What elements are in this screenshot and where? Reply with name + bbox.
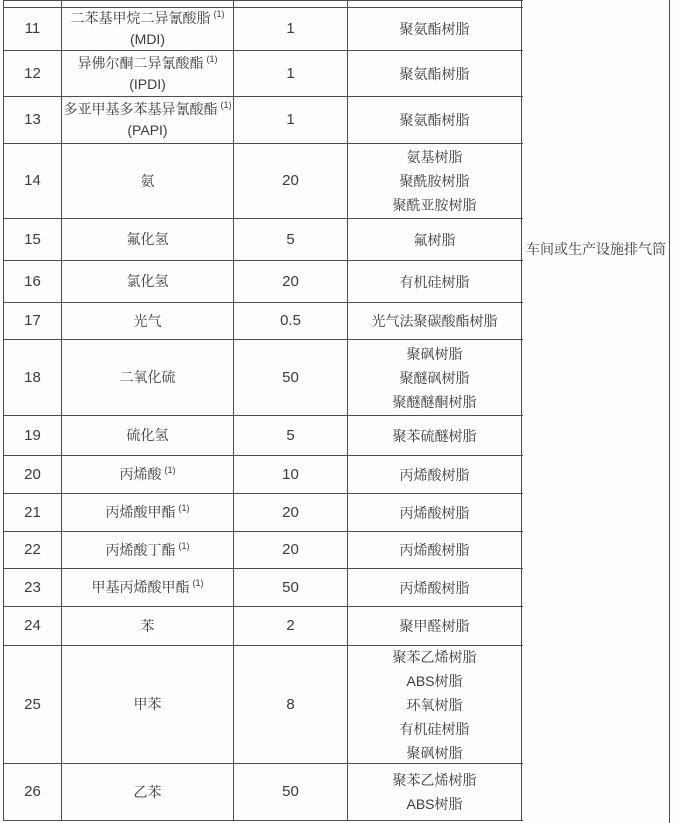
pollutant-name-text: 氟化氢 [126, 231, 169, 247]
table-row [4, 764, 523, 821]
pollutant-name-text: 氨 [140, 172, 155, 189]
row-number: 18 [4, 340, 62, 415]
pollutant-abbreviation: (MDI) [130, 31, 165, 47]
footnote-marker: (1) [206, 53, 218, 64]
pollutant-name [62, 456, 234, 493]
row-number [4, 1, 62, 7]
outlet-type-label: 车间或生产设施排气筒 [526, 241, 666, 257]
applicable-resins [348, 51, 522, 96]
pollutant-name-text: 甲基丙烯酸甲酯 [91, 579, 190, 595]
row-number: 14 [4, 144, 62, 218]
table-row [4, 416, 523, 456]
row-number: 17 [4, 303, 62, 339]
pollutant-name [62, 764, 234, 820]
pollutant-name-line [134, 782, 162, 803]
resin-item: 有机硅树脂 [399, 273, 470, 290]
pollutant-name-line [134, 311, 162, 332]
applicable-resins [348, 607, 522, 645]
row-number: 22 [4, 532, 62, 568]
pollutant-name-text: 苯 [140, 617, 155, 634]
pollutant-name [62, 416, 234, 455]
table-row [4, 97, 523, 144]
pollutant-name-text: 异佛尔酮二异氰酸酯 [77, 54, 204, 71]
limit-value: 1 [234, 97, 348, 143]
resin-item: 丙烯酸树脂 [399, 504, 470, 521]
pollutant-name-text: 光气 [133, 312, 162, 329]
pollutant-name-text: 丙烯酸 [119, 466, 162, 482]
pollutant-name-line [64, 99, 232, 120]
row-number: 19 [4, 416, 62, 455]
limit-value: 50 [234, 569, 348, 606]
pollutant-name [62, 1, 234, 7]
footnote-marker: (1) [192, 578, 204, 589]
limit-value: 5 [234, 219, 348, 260]
applicable-resins [348, 646, 522, 763]
pollutant-name-line [78, 53, 218, 74]
row-number: 25 [4, 646, 62, 763]
applicable-resins [348, 764, 522, 820]
table-row [4, 646, 523, 764]
emission-limits-table [3, 0, 670, 823]
resin-item: 丙烯酸树脂 [399, 542, 470, 558]
pollutant-name [62, 646, 234, 763]
pollutant-name-text: 二苯基甲烷二异氰酸脂 [70, 10, 211, 26]
applicable-resins [348, 97, 522, 143]
row-number: 24 [4, 607, 62, 645]
table-row [4, 8, 523, 51]
table-row [4, 569, 523, 607]
resin-item: 丙烯酸树脂 [399, 466, 470, 483]
outlet-type-cell [523, 0, 670, 823]
pollutant-name-text: 氯化氢 [126, 273, 169, 289]
pollutant-name [62, 303, 234, 339]
pollutant-name-text: 甲苯 [133, 696, 162, 712]
pollutant-abbreviation: (IPDI) [129, 75, 166, 92]
pollutant-name-line [141, 171, 155, 192]
applicable-resins [348, 416, 522, 455]
resin-item: 光气法聚碳酸酯树脂 [371, 313, 498, 329]
resin-item: 氟树脂 [413, 231, 456, 248]
footnote-marker: (1) [164, 465, 176, 476]
row-number: 16 [4, 261, 62, 302]
row-number: 26 [4, 764, 62, 820]
row-number: 12 [4, 51, 62, 96]
pollutant-name-line [71, 8, 225, 29]
limit-value: 50 [234, 764, 348, 820]
pollutant-name [62, 219, 234, 260]
pollutant-name [62, 607, 234, 645]
resin-item: 聚苯硫醚树脂 [392, 427, 477, 444]
resin-item: 有机硅树脂 [399, 720, 470, 737]
table-row-clipped [4, 1, 523, 8]
pollutant-name-line [127, 425, 169, 446]
footnote-marker: (1) [220, 100, 232, 111]
row-number: 23 [4, 569, 62, 606]
limit-value: 2 [234, 607, 348, 645]
table-row [4, 494, 523, 532]
applicable-resins [348, 456, 522, 493]
pollutant-name-text: 二氧化硫 [119, 369, 176, 385]
resin-item: 聚苯乙烯树脂 [392, 772, 477, 788]
applicable-resins [348, 494, 522, 531]
limit-value: 0.5 [234, 303, 348, 339]
pollutant-name-line [127, 271, 169, 292]
limit-value: 50 [234, 340, 348, 415]
pollutant-name [62, 532, 234, 568]
resin-item: 聚酰亚胺树脂 [392, 197, 477, 213]
resin-item: 氨基树脂 [406, 149, 463, 165]
resin-item: ABS树脂 [406, 796, 463, 812]
limit-value: 20 [234, 144, 348, 218]
resin-item: 聚氨酯树脂 [399, 65, 470, 82]
limit-value: 1 [234, 8, 348, 50]
limit-value: 20 [234, 532, 348, 568]
table-row [4, 532, 523, 569]
limit-value: 20 [234, 494, 348, 531]
table-row [4, 261, 523, 303]
footnote-marker: (1) [178, 503, 190, 514]
table-row [4, 144, 523, 219]
pollutant-name-line [106, 502, 190, 523]
applicable-resins [348, 569, 522, 606]
resin-item: 聚氨酯树脂 [399, 112, 470, 128]
table-row [4, 340, 523, 416]
resin-item: ABS树脂 [406, 672, 463, 689]
limit-value: 20 [234, 261, 348, 302]
limit-value [234, 1, 348, 7]
pollutant-name-line [106, 540, 190, 561]
applicable-resins [348, 340, 522, 415]
pollutant-name [62, 494, 234, 531]
pollutant-name-line [120, 367, 176, 388]
pollutant-name-line [141, 616, 155, 637]
pollutant-name [62, 569, 234, 606]
table-row [4, 456, 523, 494]
pollutant-name [62, 8, 234, 50]
table-row [4, 51, 523, 97]
table-row [4, 607, 523, 646]
pollutant-name [62, 97, 234, 143]
applicable-resins [348, 1, 522, 7]
resin-item: 环氧树脂 [406, 696, 463, 713]
resin-item: 聚氨酯树脂 [399, 21, 470, 37]
applicable-resins [348, 219, 522, 260]
pollutant-name-text: 丙烯酸丁酯 [105, 541, 176, 558]
applicable-resins [348, 8, 522, 50]
pollutant-name-line [92, 577, 204, 598]
pollutant-name-line [120, 464, 176, 485]
applicable-resins [348, 303, 522, 339]
pollutant-name-text: 硫化氢 [126, 427, 169, 443]
footnote-marker: (1) [213, 9, 225, 20]
pollutant-name [62, 261, 234, 302]
pollutant-name-text: 多亚甲基多苯基异氰酸酯 [63, 101, 218, 117]
pollutant-name [62, 340, 234, 415]
row-number: 21 [4, 494, 62, 531]
limit-value: 1 [234, 51, 348, 96]
table-left-grid [3, 0, 523, 821]
pollutant-name-text: 乙苯 [133, 783, 162, 800]
pollutant-name [62, 51, 234, 96]
resin-item: 聚醚砜树脂 [399, 369, 470, 386]
row-number: 15 [4, 219, 62, 260]
table-row [4, 219, 523, 261]
limit-value: 5 [234, 416, 348, 455]
resin-item: 聚酰胺树脂 [399, 173, 470, 189]
row-number: 20 [4, 456, 62, 493]
pollutant-abbreviation: (PAPI) [127, 122, 168, 138]
pollutant-name [62, 144, 234, 218]
resin-item: 聚甲醛树脂 [399, 618, 470, 634]
pollutant-name-line [127, 229, 169, 250]
row-number: 13 [4, 97, 62, 143]
pollutant-name-line [134, 694, 162, 715]
pollutant-name-text: 丙烯酸甲酯 [105, 504, 176, 520]
applicable-resins [348, 144, 522, 218]
table-row [4, 303, 523, 340]
resin-item: 聚醚醚酮树脂 [392, 393, 477, 410]
footnote-marker: (1) [178, 540, 190, 551]
resin-item: 聚砜树脂 [406, 744, 463, 761]
resin-item: 丙烯酸树脂 [399, 579, 470, 596]
applicable-resins [348, 261, 522, 302]
resin-item: 聚砜树脂 [406, 345, 463, 362]
limit-value: 10 [234, 456, 348, 493]
resin-item: 聚苯乙烯树脂 [392, 648, 477, 665]
applicable-resins [348, 532, 522, 568]
row-number: 11 [4, 8, 62, 50]
limit-value: 8 [234, 646, 348, 763]
